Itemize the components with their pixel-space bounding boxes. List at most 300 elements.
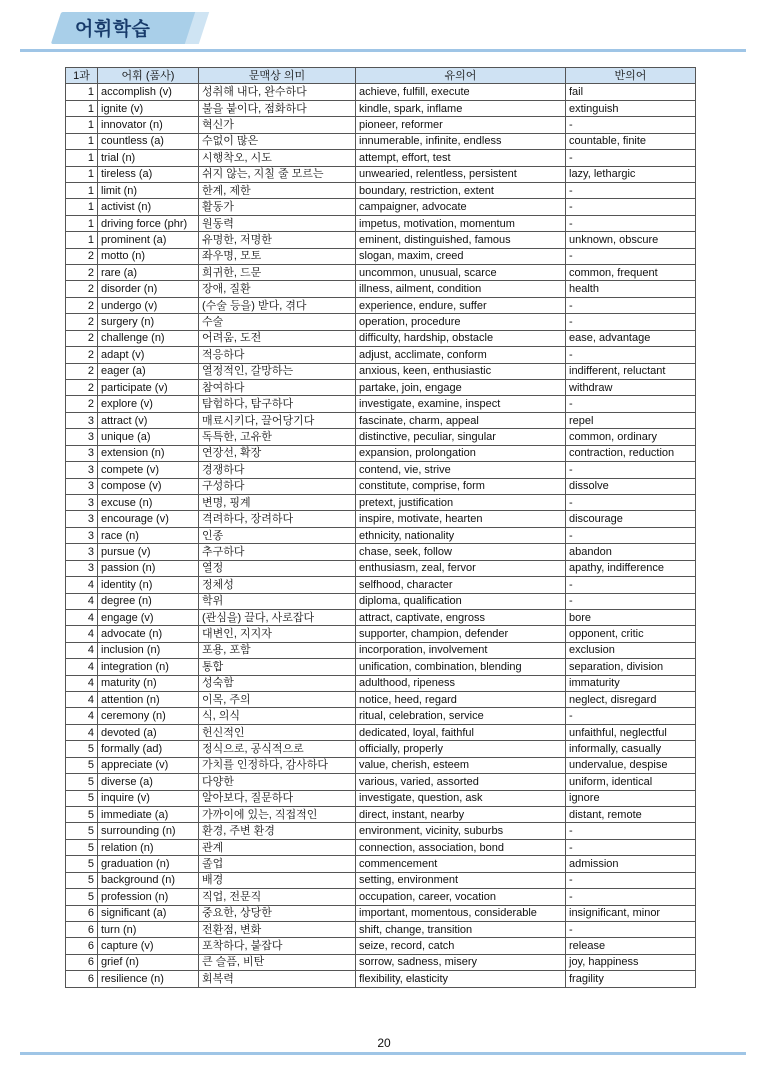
cell-lesson: 5 [66, 774, 98, 790]
cell-synonyms: constitute, comprise, form [356, 478, 566, 494]
vocabulary-table [65, 67, 696, 988]
cell-lesson: 2 [66, 314, 98, 330]
cell-word: driving force (phr) [98, 215, 199, 231]
cell-antonyms: - [566, 215, 696, 231]
table-row [66, 692, 696, 708]
cell-lesson: 3 [66, 494, 98, 510]
cell-lesson: 2 [66, 281, 98, 297]
cell-antonyms: - [566, 921, 696, 937]
cell-lesson: 2 [66, 265, 98, 281]
cell-lesson: 6 [66, 954, 98, 970]
cell-word: compete (v) [98, 462, 199, 478]
cell-meaning: 수술 [199, 314, 356, 330]
cell-synonyms: uncommon, unusual, scarce [356, 265, 566, 281]
cell-synonyms: ritual, celebration, service [356, 708, 566, 724]
page-title: 어휘학습 [75, 18, 151, 40]
cell-lesson: 1 [66, 133, 98, 149]
cell-word: attention (n) [98, 692, 199, 708]
table-row [66, 248, 696, 264]
cell-meaning: 수없이 많은 [199, 133, 356, 149]
cell-word: graduation (n) [98, 856, 199, 872]
page-number: 20 [377, 1036, 391, 1050]
cell-meaning: 회복력 [199, 971, 356, 987]
table-row [66, 462, 696, 478]
table-row [66, 708, 696, 724]
cell-lesson: 1 [66, 100, 98, 116]
table-row [66, 314, 696, 330]
cell-synonyms: kindle, spark, inflame [356, 100, 566, 116]
cell-word: inclusion (n) [98, 642, 199, 658]
cell-antonyms: common, ordinary [566, 429, 696, 445]
cell-word: rare (a) [98, 265, 199, 281]
cell-synonyms: flexibility, elasticity [356, 971, 566, 987]
cell-word: pursue (v) [98, 544, 199, 560]
cell-word: resilience (n) [98, 971, 199, 987]
cell-antonyms: apathy, indifference [566, 560, 696, 576]
cell-lesson: 5 [66, 757, 98, 773]
cell-lesson: 1 [66, 84, 98, 100]
table-row [66, 856, 696, 872]
cell-synonyms: experience, endure, suffer [356, 297, 566, 313]
cell-lesson: 5 [66, 839, 98, 855]
cell-antonyms: - [566, 577, 696, 593]
table-row [66, 133, 696, 149]
cell-word: turn (n) [98, 921, 199, 937]
cell-synonyms: pioneer, reformer [356, 117, 566, 133]
cell-word: challenge (n) [98, 330, 199, 346]
cell-meaning: 성숙함 [199, 675, 356, 691]
cell-meaning: 가치를 인정하다, 감사하다 [199, 757, 356, 773]
cell-synonyms: ethnicity, nationality [356, 527, 566, 543]
cell-antonyms: - [566, 150, 696, 166]
table-header-row [66, 68, 696, 84]
cell-synonyms: attract, captivate, engross [356, 609, 566, 625]
cell-synonyms: campaigner, advocate [356, 199, 566, 215]
cell-antonyms: lazy, lethargic [566, 166, 696, 182]
cell-word: excuse (n) [98, 494, 199, 510]
cell-antonyms: ease, advantage [566, 330, 696, 346]
cell-synonyms: direct, instant, nearby [356, 806, 566, 822]
cell-synonyms: achieve, fulfill, execute [356, 84, 566, 100]
cell-lesson: 1 [66, 166, 98, 182]
cell-word: degree (n) [98, 593, 199, 609]
cell-lesson: 5 [66, 872, 98, 888]
cell-synonyms: selfhood, character [356, 577, 566, 593]
cell-word: encourage (v) [98, 511, 199, 527]
cell-antonyms: separation, division [566, 659, 696, 675]
cell-lesson: 5 [66, 741, 98, 757]
cell-meaning: 불을 붙이다, 점화하다 [199, 100, 356, 116]
cell-antonyms: - [566, 314, 696, 330]
cell-antonyms: discourage [566, 511, 696, 527]
cell-meaning: 관계 [199, 839, 356, 855]
cell-lesson: 4 [66, 675, 98, 691]
cell-lesson: 3 [66, 412, 98, 428]
cell-synonyms: eminent, distinguished, famous [356, 232, 566, 248]
cell-lesson: 4 [66, 692, 98, 708]
cell-synonyms: impetus, motivation, momentum [356, 215, 566, 231]
cell-antonyms: release [566, 938, 696, 954]
column-header-meaning: 문맥상 의미 [199, 68, 356, 84]
cell-meaning: 한계, 제한 [199, 182, 356, 198]
cell-synonyms: sorrow, sadness, misery [356, 954, 566, 970]
table-row [66, 659, 696, 675]
cell-synonyms: notice, heed, regard [356, 692, 566, 708]
page-header [20, 8, 750, 54]
cell-word: diverse (a) [98, 774, 199, 790]
table-row [66, 215, 696, 231]
cell-lesson: 4 [66, 724, 98, 740]
table-row [66, 84, 696, 100]
cell-antonyms: - [566, 593, 696, 609]
cell-antonyms: extinguish [566, 100, 696, 116]
cell-antonyms: - [566, 117, 696, 133]
cell-meaning: 좌우명, 모토 [199, 248, 356, 264]
header-divider [20, 49, 746, 52]
cell-synonyms: fascinate, charm, appeal [356, 412, 566, 428]
cell-antonyms: - [566, 494, 696, 510]
cell-lesson: 5 [66, 823, 98, 839]
cell-antonyms: - [566, 708, 696, 724]
cell-antonyms: common, frequent [566, 265, 696, 281]
cell-lesson: 4 [66, 708, 98, 724]
table-row [66, 527, 696, 543]
cell-antonyms: - [566, 297, 696, 313]
table-row [66, 265, 696, 281]
cell-antonyms: - [566, 462, 696, 478]
cell-meaning: 추구하다 [199, 544, 356, 560]
cell-synonyms: unwearied, relentless, persistent [356, 166, 566, 182]
column-header-synonyms: 유의어 [356, 68, 566, 84]
cell-word: tireless (a) [98, 166, 199, 182]
cell-antonyms: - [566, 823, 696, 839]
table-row [66, 905, 696, 921]
cell-word: advocate (n) [98, 626, 199, 642]
cell-antonyms: ignore [566, 790, 696, 806]
cell-lesson: 3 [66, 462, 98, 478]
cell-word: unique (a) [98, 429, 199, 445]
table-row [66, 675, 696, 691]
cell-antonyms: - [566, 248, 696, 264]
cell-synonyms: commencement [356, 856, 566, 872]
cell-antonyms: contraction, reduction [566, 445, 696, 461]
cell-word: race (n) [98, 527, 199, 543]
cell-meaning: 배경 [199, 872, 356, 888]
cell-word: capture (v) [98, 938, 199, 954]
table-row [66, 330, 696, 346]
cell-meaning: 혁신가 [199, 117, 356, 133]
cell-antonyms: neglect, disregard [566, 692, 696, 708]
table-row [66, 642, 696, 658]
cell-synonyms: diploma, qualification [356, 593, 566, 609]
table-row [66, 757, 696, 773]
table-row [66, 150, 696, 166]
cell-antonyms: informally, casually [566, 741, 696, 757]
cell-lesson: 4 [66, 577, 98, 593]
cell-lesson: 1 [66, 215, 98, 231]
cell-antonyms: abandon [566, 544, 696, 560]
cell-meaning: 헌신적인 [199, 724, 356, 740]
cell-lesson: 3 [66, 429, 98, 445]
cell-word: undergo (v) [98, 297, 199, 313]
cell-synonyms: adjust, acclimate, conform [356, 347, 566, 363]
table-row [66, 544, 696, 560]
cell-word: explore (v) [98, 396, 199, 412]
cell-word: maturity (n) [98, 675, 199, 691]
cell-word: prominent (a) [98, 232, 199, 248]
table-row [66, 281, 696, 297]
cell-word: appreciate (v) [98, 757, 199, 773]
cell-synonyms: investigate, question, ask [356, 790, 566, 806]
cell-synonyms: dedicated, loyal, faithful [356, 724, 566, 740]
cell-meaning: 참여하다 [199, 380, 356, 396]
cell-lesson: 5 [66, 806, 98, 822]
cell-meaning: 알아보다, 질문하다 [199, 790, 356, 806]
cell-meaning: 다양한 [199, 774, 356, 790]
cell-word: surgery (n) [98, 314, 199, 330]
cell-word: relation (n) [98, 839, 199, 855]
table-row [66, 872, 696, 888]
cell-meaning: 환경, 주변 환경 [199, 823, 356, 839]
cell-lesson: 4 [66, 609, 98, 625]
cell-synonyms: seize, record, catch [356, 938, 566, 954]
cell-meaning: 경쟁하다 [199, 462, 356, 478]
table-row [66, 724, 696, 740]
table-row [66, 494, 696, 510]
cell-meaning: 구성하다 [199, 478, 356, 494]
cell-word: inquire (v) [98, 790, 199, 806]
table-row [66, 790, 696, 806]
cell-word: limit (n) [98, 182, 199, 198]
cell-synonyms: contend, vie, strive [356, 462, 566, 478]
cell-meaning: 식, 의식 [199, 708, 356, 724]
cell-synonyms: enthusiasm, zeal, fervor [356, 560, 566, 576]
cell-lesson: 2 [66, 330, 98, 346]
cell-lesson: 6 [66, 938, 98, 954]
cell-word: attract (v) [98, 412, 199, 428]
table-row [66, 445, 696, 461]
cell-word: ceremony (n) [98, 708, 199, 724]
cell-antonyms: countable, finite [566, 133, 696, 149]
cell-synonyms: chase, seek, follow [356, 544, 566, 560]
column-header-antonyms: 반의어 [566, 68, 696, 84]
cell-lesson: 4 [66, 593, 98, 609]
table-row [66, 199, 696, 215]
cell-word: formally (ad) [98, 741, 199, 757]
cell-word: surrounding (n) [98, 823, 199, 839]
cell-meaning: 정체성 [199, 577, 356, 593]
cell-synonyms: illness, ailment, condition [356, 281, 566, 297]
table-row [66, 429, 696, 445]
cell-lesson: 5 [66, 856, 98, 872]
cell-synonyms: officially, properly [356, 741, 566, 757]
cell-lesson: 1 [66, 232, 98, 248]
cell-meaning: 인종 [199, 527, 356, 543]
cell-synonyms: various, varied, assorted [356, 774, 566, 790]
cell-antonyms: - [566, 527, 696, 543]
column-header-word: 어휘 (품사) [98, 68, 199, 84]
table-row [66, 363, 696, 379]
cell-meaning: 변명, 핑계 [199, 494, 356, 510]
cell-synonyms: important, momentous, considerable [356, 905, 566, 921]
cell-word: engage (v) [98, 609, 199, 625]
cell-antonyms: fail [566, 84, 696, 100]
cell-synonyms: value, cherish, esteem [356, 757, 566, 773]
table-row [66, 741, 696, 757]
table-row [66, 380, 696, 396]
cell-synonyms: difficulty, hardship, obstacle [356, 330, 566, 346]
cell-synonyms: distinctive, peculiar, singular [356, 429, 566, 445]
cell-word: disorder (n) [98, 281, 199, 297]
cell-antonyms: - [566, 839, 696, 855]
cell-meaning: 포착하다, 붙잡다 [199, 938, 356, 954]
cell-meaning: 학위 [199, 593, 356, 609]
cell-lesson: 5 [66, 889, 98, 905]
cell-synonyms: environment, vicinity, suburbs [356, 823, 566, 839]
table-row [66, 117, 696, 133]
cell-meaning: 연장선, 확장 [199, 445, 356, 461]
column-header-lesson: 1과 [66, 68, 98, 84]
cell-lesson: 6 [66, 971, 98, 987]
cell-antonyms: admission [566, 856, 696, 872]
table-row [66, 921, 696, 937]
cell-meaning: 정식으로, 공식적으로 [199, 741, 356, 757]
table-row [66, 100, 696, 116]
cell-lesson: 3 [66, 527, 98, 543]
cell-antonyms: uniform, identical [566, 774, 696, 790]
cell-meaning: 통합 [199, 659, 356, 675]
cell-antonyms: unknown, obscure [566, 232, 696, 248]
table-row [66, 182, 696, 198]
cell-word: identity (n) [98, 577, 199, 593]
cell-word: background (n) [98, 872, 199, 888]
cell-word: participate (v) [98, 380, 199, 396]
cell-lesson: 2 [66, 347, 98, 363]
cell-lesson: 4 [66, 626, 98, 642]
cell-antonyms: unfaithful, neglectful [566, 724, 696, 740]
cell-antonyms: - [566, 872, 696, 888]
cell-meaning: 졸업 [199, 856, 356, 872]
cell-meaning: 활동가 [199, 199, 356, 215]
cell-word: passion (n) [98, 560, 199, 576]
cell-antonyms: indifferent, reluctant [566, 363, 696, 379]
cell-synonyms: attempt, effort, test [356, 150, 566, 166]
cell-word: countless (a) [98, 133, 199, 149]
cell-antonyms: repel [566, 412, 696, 428]
cell-lesson: 3 [66, 445, 98, 461]
cell-synonyms: shift, change, transition [356, 921, 566, 937]
table-row [66, 347, 696, 363]
cell-synonyms: supporter, champion, defender [356, 626, 566, 642]
cell-antonyms: immaturity [566, 675, 696, 691]
cell-word: profession (n) [98, 889, 199, 905]
cell-meaning: 탐험하다, 탐구하다 [199, 396, 356, 412]
cell-meaning: 대변인, 지지자 [199, 626, 356, 642]
cell-antonyms: fragility [566, 971, 696, 987]
table-row [66, 396, 696, 412]
cell-lesson: 1 [66, 199, 98, 215]
cell-meaning: 포용, 포함 [199, 642, 356, 658]
table-row [66, 626, 696, 642]
cell-meaning: (수술 등을) 받다, 겪다 [199, 297, 356, 313]
cell-synonyms: unification, combination, blending [356, 659, 566, 675]
cell-meaning: 열정 [199, 560, 356, 576]
table-row [66, 560, 696, 576]
cell-antonyms: - [566, 182, 696, 198]
cell-lesson: 2 [66, 396, 98, 412]
cell-meaning: 쉬지 않는, 지칠 줄 모르는 [199, 166, 356, 182]
cell-word: compose (v) [98, 478, 199, 494]
cell-meaning: 큰 슬픔, 비탄 [199, 954, 356, 970]
cell-word: grief (n) [98, 954, 199, 970]
table-row [66, 971, 696, 987]
cell-word: innovator (n) [98, 117, 199, 133]
cell-meaning: 어려움, 도전 [199, 330, 356, 346]
cell-lesson: 6 [66, 921, 98, 937]
cell-lesson: 4 [66, 642, 98, 658]
cell-antonyms: - [566, 199, 696, 215]
cell-meaning: (관심을) 끌다, 사로잡다 [199, 609, 356, 625]
cell-meaning: 이목, 주의 [199, 692, 356, 708]
cell-synonyms: boundary, restriction, extent [356, 182, 566, 198]
cell-antonyms: health [566, 281, 696, 297]
cell-meaning: 독특한, 고유한 [199, 429, 356, 445]
table-row [66, 889, 696, 905]
cell-meaning: 원동력 [199, 215, 356, 231]
cell-lesson: 3 [66, 478, 98, 494]
cell-synonyms: expansion, prolongation [356, 445, 566, 461]
cell-meaning: 가까이에 있는, 직접적인 [199, 806, 356, 822]
cell-synonyms: incorporation, involvement [356, 642, 566, 658]
table-row [66, 839, 696, 855]
table-row [66, 412, 696, 428]
table-row [66, 232, 696, 248]
cell-meaning: 전환점, 변화 [199, 921, 356, 937]
footer-divider [20, 1052, 746, 1055]
table-row [66, 774, 696, 790]
cell-synonyms: adulthood, ripeness [356, 675, 566, 691]
cell-lesson: 3 [66, 544, 98, 560]
cell-meaning: 직업, 전문직 [199, 889, 356, 905]
cell-synonyms: partake, join, engage [356, 380, 566, 396]
cell-word: trial (n) [98, 150, 199, 166]
cell-lesson: 2 [66, 380, 98, 396]
cell-meaning: 성취해 내다, 완수하다 [199, 84, 356, 100]
cell-lesson: 2 [66, 297, 98, 313]
cell-lesson: 3 [66, 511, 98, 527]
table-row [66, 166, 696, 182]
cell-meaning: 유명한, 저명한 [199, 232, 356, 248]
cell-antonyms: undervalue, despise [566, 757, 696, 773]
cell-word: motto (n) [98, 248, 199, 264]
cell-meaning: 희귀한, 드문 [199, 265, 356, 281]
cell-synonyms: inspire, motivate, hearten [356, 511, 566, 527]
table-body [66, 84, 696, 987]
cell-word: eager (a) [98, 363, 199, 379]
cell-meaning: 격려하다, 장려하다 [199, 511, 356, 527]
cell-antonyms: joy, happiness [566, 954, 696, 970]
table-row [66, 593, 696, 609]
table-row [66, 609, 696, 625]
cell-synonyms: investigate, examine, inspect [356, 396, 566, 412]
cell-synonyms: pretext, justification [356, 494, 566, 510]
cell-word: accomplish (v) [98, 84, 199, 100]
cell-word: devoted (a) [98, 724, 199, 740]
cell-word: immediate (a) [98, 806, 199, 822]
cell-antonyms: bore [566, 609, 696, 625]
cell-word: activist (n) [98, 199, 199, 215]
cell-meaning: 장애, 질환 [199, 281, 356, 297]
